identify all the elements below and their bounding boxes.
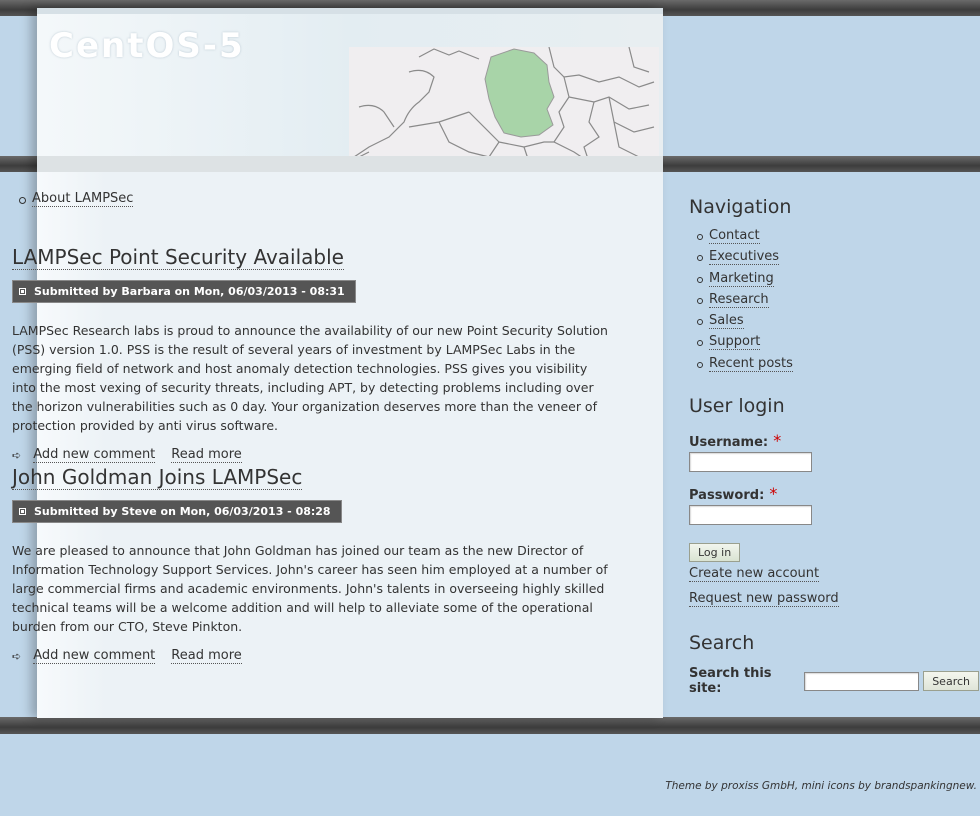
username-row (689, 431, 979, 450)
password-input[interactable] (689, 505, 812, 525)
article-body: We are pleased to announce that John Goldman has joined our team as the new Director of Information Technology Support Services. John's career has seen him employed at a number of large commercial firms and academic environments. John's talents in overseeing highly skilled technical teams will be a welcome addition and will help to alleviate some of the operational burden from our CTO, Steve Pinkton. (12, 543, 608, 634)
primary-link-item (32, 191, 133, 206)
search-title: Search (689, 632, 755, 655)
submitted-bar (12, 280, 356, 303)
username-required-mark: * (773, 431, 782, 451)
europe-map-image (349, 47, 659, 162)
password-label: Password: (689, 488, 765, 504)
article-node-2 (12, 465, 612, 664)
search-label: Search this site: (689, 666, 772, 697)
comment-arrow-icon: ➪ (12, 448, 22, 462)
submitted-text: Submitted by Steve on Mon, 06/03/2013 - 08:28 (34, 505, 331, 518)
about-lampsec-link[interactable]: About LAMPSec (32, 191, 134, 206)
submitted-icon (19, 288, 26, 295)
bottom-band (0, 717, 980, 734)
add-comment-link[interactable]: Add new comment (33, 648, 156, 663)
password-required-mark: * (769, 484, 778, 504)
submitted-text: Submitted by Barbara on Mon, 06/03/2013 - 08:31 (34, 285, 345, 298)
nav-item-support (709, 334, 979, 355)
nav-link-marketing[interactable]: Marketing (709, 270, 774, 286)
password-row (689, 484, 979, 503)
nav-item-sales (709, 313, 979, 334)
nav-item-research (709, 292, 979, 313)
nav-link-contact[interactable]: Contact (709, 228, 760, 243)
article-title[interactable]: John Goldman Joins LAMPSec (12, 465, 303, 489)
username-label: Username: (689, 435, 769, 451)
username-input[interactable] (689, 452, 812, 472)
theme-credit: Theme by proxiss GmbH, mini icons by brandspankingnew. (665, 780, 977, 792)
nav-link-support[interactable]: Support (709, 334, 761, 350)
primary-links (12, 191, 133, 206)
search-input[interactable] (804, 672, 919, 691)
search-row (689, 666, 979, 696)
nav-item-recent-posts (709, 356, 979, 377)
article-title[interactable]: LAMPSec Point Security Available (12, 245, 344, 269)
nav-link-recent-posts[interactable]: Recent posts (709, 355, 793, 371)
read-more-link[interactable]: Read more (171, 648, 242, 663)
nav-item-marketing (709, 271, 979, 292)
navigation-title: Navigation (689, 196, 792, 218)
submitted-bar (12, 500, 342, 523)
site-header (37, 8, 663, 156)
article-links (12, 648, 612, 664)
nav-link-research[interactable]: Research (709, 291, 769, 307)
read-more-link[interactable]: Read more (171, 447, 242, 462)
sidebar (689, 196, 979, 696)
search-button[interactable]: Search (923, 671, 979, 691)
header-bottom-strip (37, 156, 663, 172)
article-node-1 (12, 245, 612, 463)
article-body: LAMPSec Research labs is proud to announce the availability of our new Point Security Solution (PSS) version 1.0. PSS is the result of several years of investment by LAMPSec Labs in the emerging field of network and host anomaly detection technologies. PSS gives you visibility into the most vexing of security threats, including APT, by detecting problems including over the horizon vulnerabilities such as 0 day. Your organization deserves more than the veneer of protection provided by anti virus software. (12, 323, 608, 433)
add-comment-link[interactable]: Add new comment (33, 447, 156, 462)
nav-link-sales[interactable]: Sales (709, 313, 744, 329)
article-links (12, 447, 612, 463)
nav-link-executives[interactable]: Executives (709, 249, 780, 265)
submitted-icon (19, 508, 26, 515)
comment-arrow-icon: ➪ (12, 649, 22, 663)
request-password-link[interactable]: Request new password (689, 591, 839, 607)
log-in-button[interactable]: Log in (689, 543, 740, 562)
create-account-link[interactable]: Create new account (689, 566, 820, 582)
navigation-menu (689, 228, 979, 377)
nav-item-contact (709, 228, 979, 249)
nav-item-executives (709, 249, 979, 270)
site-logo[interactable]: CentOS-5 (49, 26, 245, 66)
user-login-title: User login (689, 395, 785, 418)
